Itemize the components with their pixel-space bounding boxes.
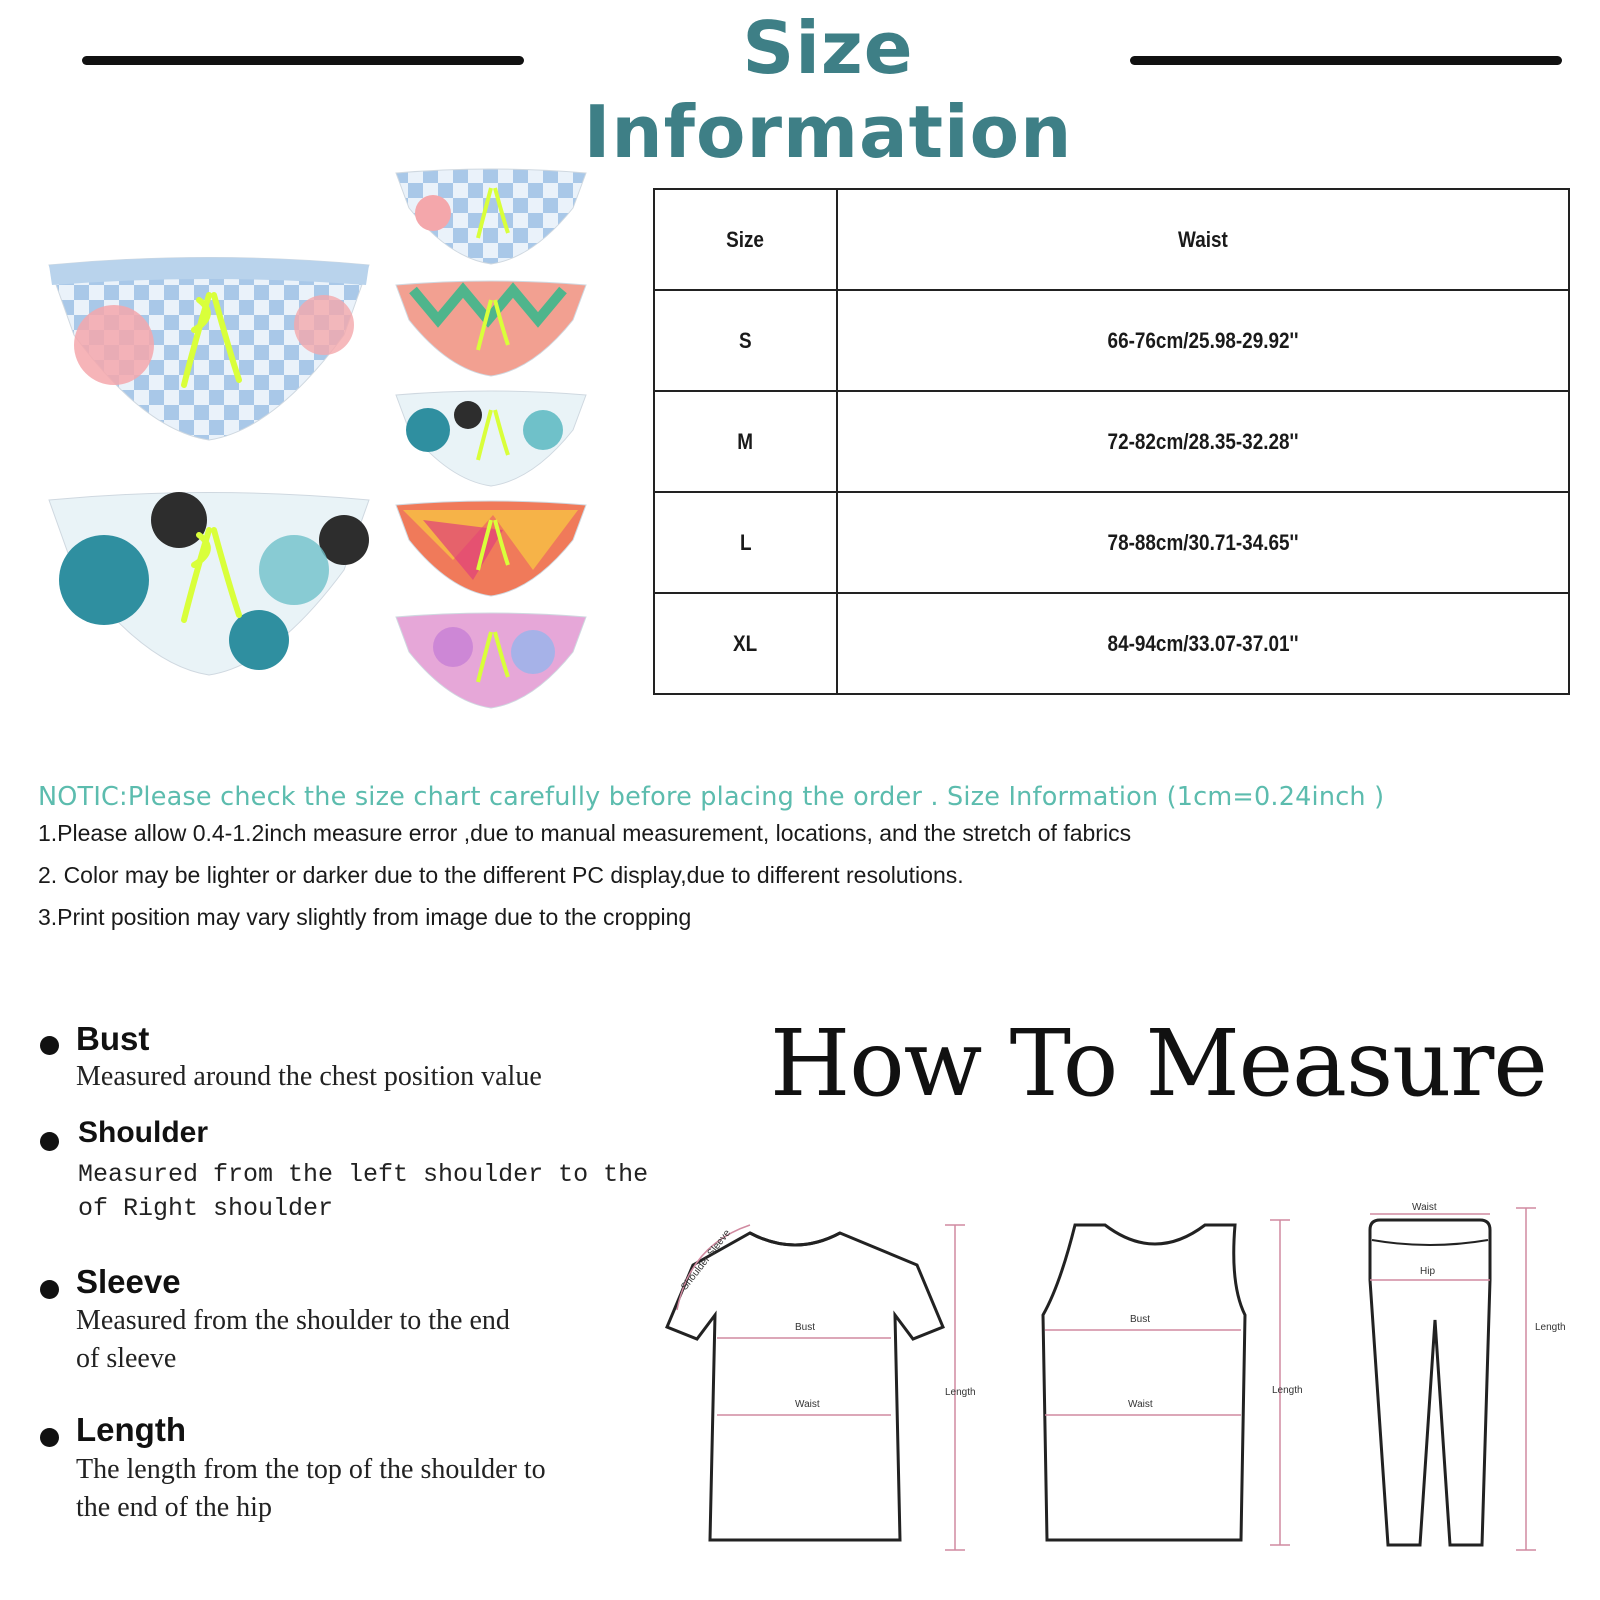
notice-item-2: 2. Color may be lighter or darker due to the different PC display,due to different resolutions. [38, 862, 964, 888]
product-image-small-2 [393, 280, 589, 380]
shoulder-sleeve-label: Shoulder Sleeve [679, 1227, 734, 1293]
measure-bust-title: Bust [76, 1020, 150, 1057]
product-image-small-5 [393, 612, 589, 712]
size-cell: S [654, 290, 837, 391]
measure-length-title: Length [76, 1411, 186, 1448]
header-rule-right [1130, 56, 1562, 65]
size-cell: XL [654, 593, 837, 694]
product-image-small-1 [393, 168, 589, 268]
measure-sleeve-desc-line2: of sleeve [76, 1343, 177, 1374]
notice-headline: NOTIC:Please check the size chart carefully before placing the order . Size Information (1cm=0.24inch ) [38, 782, 1385, 812]
length-label: Length [1272, 1385, 1303, 1396]
measure-shoulder-desc-line2: of Right shoulder [78, 1194, 334, 1223]
measure-length-desc-line2: the end of the hip [76, 1492, 272, 1523]
product-image-large-checker [44, 255, 374, 445]
header-rule-left [82, 56, 524, 65]
waist-label: Waist [1128, 1399, 1153, 1410]
notice-item-1: 1.Please allow 0.4-1.2inch measure error ,due to manual measurement, locations, and the stretch of fabrics [38, 820, 1132, 846]
measure-bust-desc: Measured around the chest position value [76, 1061, 542, 1092]
product-image-large-dots [44, 490, 374, 680]
length-label: Length [1535, 1322, 1566, 1333]
waist-cell: 66-76cm/25.98-29.92'' [837, 290, 1569, 391]
table-row [654, 391, 1569, 492]
size-cell: M [654, 391, 837, 492]
bullet-icon [40, 1280, 59, 1299]
length-label: Length [945, 1387, 976, 1398]
product-image-small-4 [393, 500, 589, 600]
bullet-icon [40, 1132, 59, 1151]
column-header-waist: Waist [837, 189, 1569, 290]
measure-sleeve-desc-line1: Measured from the shoulder to the end [76, 1305, 510, 1336]
table-row [654, 492, 1569, 593]
hip-label: Hip [1420, 1266, 1436, 1277]
measure-sleeve-title: Sleeve [76, 1263, 181, 1300]
size-cell: L [654, 492, 837, 593]
column-header-size: Size [654, 189, 837, 290]
measure-length-desc-line1: The length from the top of the shoulder to [76, 1454, 546, 1485]
measure-shoulder-title: Shoulder [78, 1116, 209, 1149]
table-header-row [654, 189, 1569, 290]
tshirt-outline [667, 1233, 943, 1540]
page-title: Size Information [583, 6, 1073, 174]
waist-label: Waist [1412, 1202, 1437, 1213]
bust-label: Bust [1130, 1314, 1151, 1325]
how-to-measure-title: How To Measure [770, 1010, 1547, 1117]
tshirt-diagram [655, 1215, 985, 1565]
tank-outline [1043, 1225, 1245, 1540]
bullet-icon [40, 1428, 59, 1447]
waist-cell: 84-94cm/33.07-37.01'' [837, 593, 1569, 694]
waist-label: Waist [795, 1399, 820, 1410]
product-image-small-3 [393, 390, 589, 490]
tank-diagram [1035, 1215, 1325, 1565]
pants-diagram [1350, 1200, 1590, 1570]
size-chart-table [653, 188, 1570, 695]
waist-cell: 78-88cm/30.71-34.65'' [837, 492, 1569, 593]
waist-cell: 72-82cm/28.35-32.28'' [837, 391, 1569, 492]
table-row [654, 290, 1569, 391]
table-row [654, 593, 1569, 694]
notice-item-3: 3.Print position may vary slightly from image due to the cropping [38, 904, 692, 930]
bust-label: Bust [795, 1322, 816, 1333]
bullet-icon [40, 1036, 59, 1055]
measure-shoulder-desc-line1: Measured from the left shoulder to the [78, 1160, 649, 1189]
